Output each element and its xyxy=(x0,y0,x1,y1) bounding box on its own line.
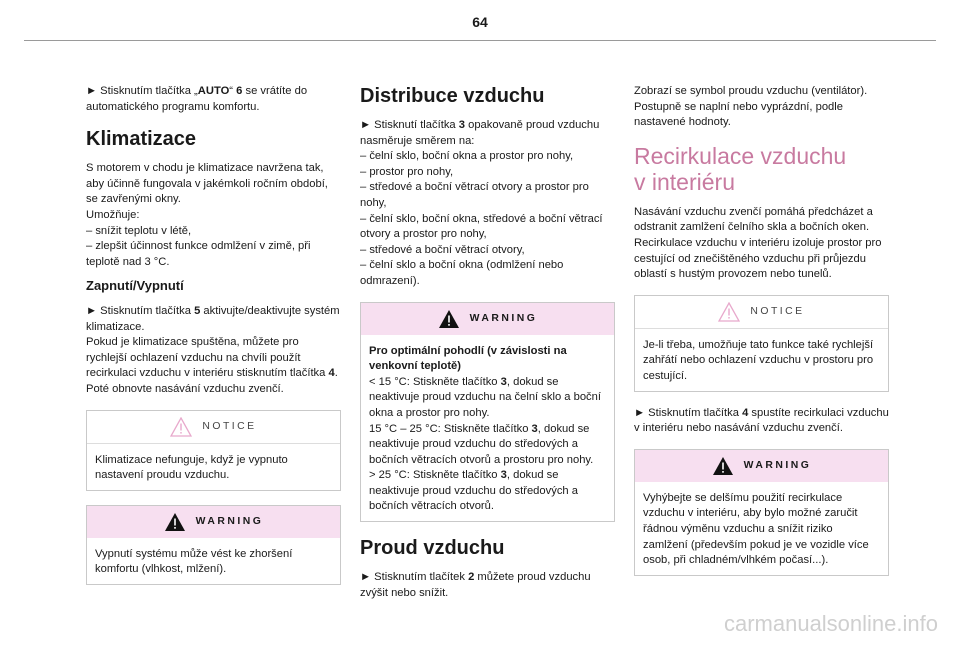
heading-proud: Proud vzduchu xyxy=(360,537,505,560)
proud-text: ► Stisknutím tlačítek 2 můžete proud vzduchu zvýšit nebo snížit. xyxy=(360,571,591,599)
warning-title: WARNING xyxy=(743,459,812,471)
notice-title: NOTICE xyxy=(750,305,805,317)
notice-box xyxy=(634,295,889,392)
subheading-zapnuti: Zapnutí/Vypnutí xyxy=(86,278,184,294)
warning-triangle-icon xyxy=(712,456,734,476)
warning-box xyxy=(634,449,889,576)
heading-distribuce: Distribuce vzduchu xyxy=(360,85,545,107)
fan-symbol-text: Zobrazí se symbol proudu vzduchu (ventilátor). Postupně se naplní nebo vyprázdní, podle nastavené hodnoty. xyxy=(634,85,868,129)
notice-title: NOTICE xyxy=(202,420,257,432)
warning-triangle-icon xyxy=(718,302,740,322)
warning-triangle-icon xyxy=(170,417,192,437)
heading-klimatizace: Klimatizace xyxy=(86,128,197,151)
warning-title: WARNING xyxy=(195,515,264,527)
warning-text: Vyhýbejte se delšímu použití recirkulace vzduchu v interiéru, aby bylo možné zaručit řádnou výměnu vzduchu a snížit riziko zamlžení (především pokud je ve vozidle více osob, při chladném/vlhkém počasí...). xyxy=(643,491,869,567)
warning-triangle-icon xyxy=(438,309,460,329)
notice-text: Je-li třeba, umožňuje tato funkce také rychlejší zahřátí nebo ochlazení vzduchu v prostoru pro cestující. xyxy=(643,338,874,382)
distribuce-text: ► Stisknutí tlačítka 3 opakovaně proud vzduchu nasměruje směrem na: – čelní sklo, boční okna a prostor pro nohy, – prostor pro nohy, – středové a boční větrací otvory a prostor pro nohy, – čelní sklo, boční okna, středové a boční větrací otvory a prostor pro nohy, – středové a boční větrací otvory, – čelní sklo a boční okna (odmlžení nebo odmrazení). xyxy=(360,119,603,287)
notice-text: Klimatizace nefunguje, když je vypnuto nastavení proudu vzduchu. xyxy=(95,453,288,482)
heading-recirkulace: Recirkulace vzduchu v interiéru xyxy=(634,142,847,195)
recirkulace-text: Nasávání vzduchu zvenčí pomáhá předcházet a odstranit zamlžení čelního skla a bočních oken. Recirkulace vzduchu v interiéru izoluje prostor pro cestující od znečištěného vzduchu při průjezdu oblastí s hustým provozem nebo tunelů. xyxy=(634,205,882,281)
column-1 xyxy=(86,84,341,599)
recirkulace-instruction: ► Stisknutím tlačítka 4 spustíte recirkulaci vzduchu v interiéru nebo nasávání vzduchu zvenčí. xyxy=(634,406,889,435)
auto-instruction: ► Stisknutím tlačítka „AUTO“ 6 se vrátíte do automatického programu komfortu. xyxy=(86,85,308,113)
warning-triangle-icon xyxy=(164,512,186,532)
warning-title: WARNING xyxy=(469,312,538,324)
klimatizace-text: S motorem v chodu je klimatizace navržena tak, aby účinně fungovala v jakémkoli ročním období, se zavřenými okny. Umožňuje: – snížit teplotu v létě, – zlepšit účinnost funkce odmlžení v zimě, při teplotě nad 3 °C. xyxy=(86,162,328,268)
warning-box xyxy=(360,302,615,523)
notice-box xyxy=(86,410,341,491)
column-2 xyxy=(360,84,615,609)
warning-box xyxy=(86,505,341,585)
header-divider xyxy=(24,40,936,41)
watermark: carmanualsonline.info xyxy=(723,611,938,636)
zapnuti-text: ► Stisknutím tlačítka 5 aktivujte/deaktivujte systém klimatizace. Pokud je klimatizace spuštěna, můžete pro rychlejší ochlazení vzduchu na chvíli použít recirkulaci vzduchu v interiéru stisknutím tlačítka 4. Poté obnovte nasávání vzduchu zvenčí. xyxy=(86,304,340,395)
warning-text: Pro optimální pohodlí (v závislosti na venkovní teplotě) < 15 °C: Stiskněte tlačítko 3, dokud se neaktivuje proud vzduchu na čelní sklo a boční okna a prostor pro nohy. 15 °C – 25 °C: Stiskněte tlačítko 3, dokud se neaktivuje proud vzduchu do středových a bočních větracích otvorů a prostoru pro nohy. > 25 °C: Stiskněte tlačítko 3, dokud se neaktivuje proud vzduchu do středových a bočních větracích otvorů. xyxy=(369,344,601,513)
page-number: 64 xyxy=(472,14,488,30)
column-3 xyxy=(634,84,889,590)
warning-text: Vypnutí systému může vést ke zhoršení komfortu (vlhkost, mlžení). xyxy=(95,547,293,576)
